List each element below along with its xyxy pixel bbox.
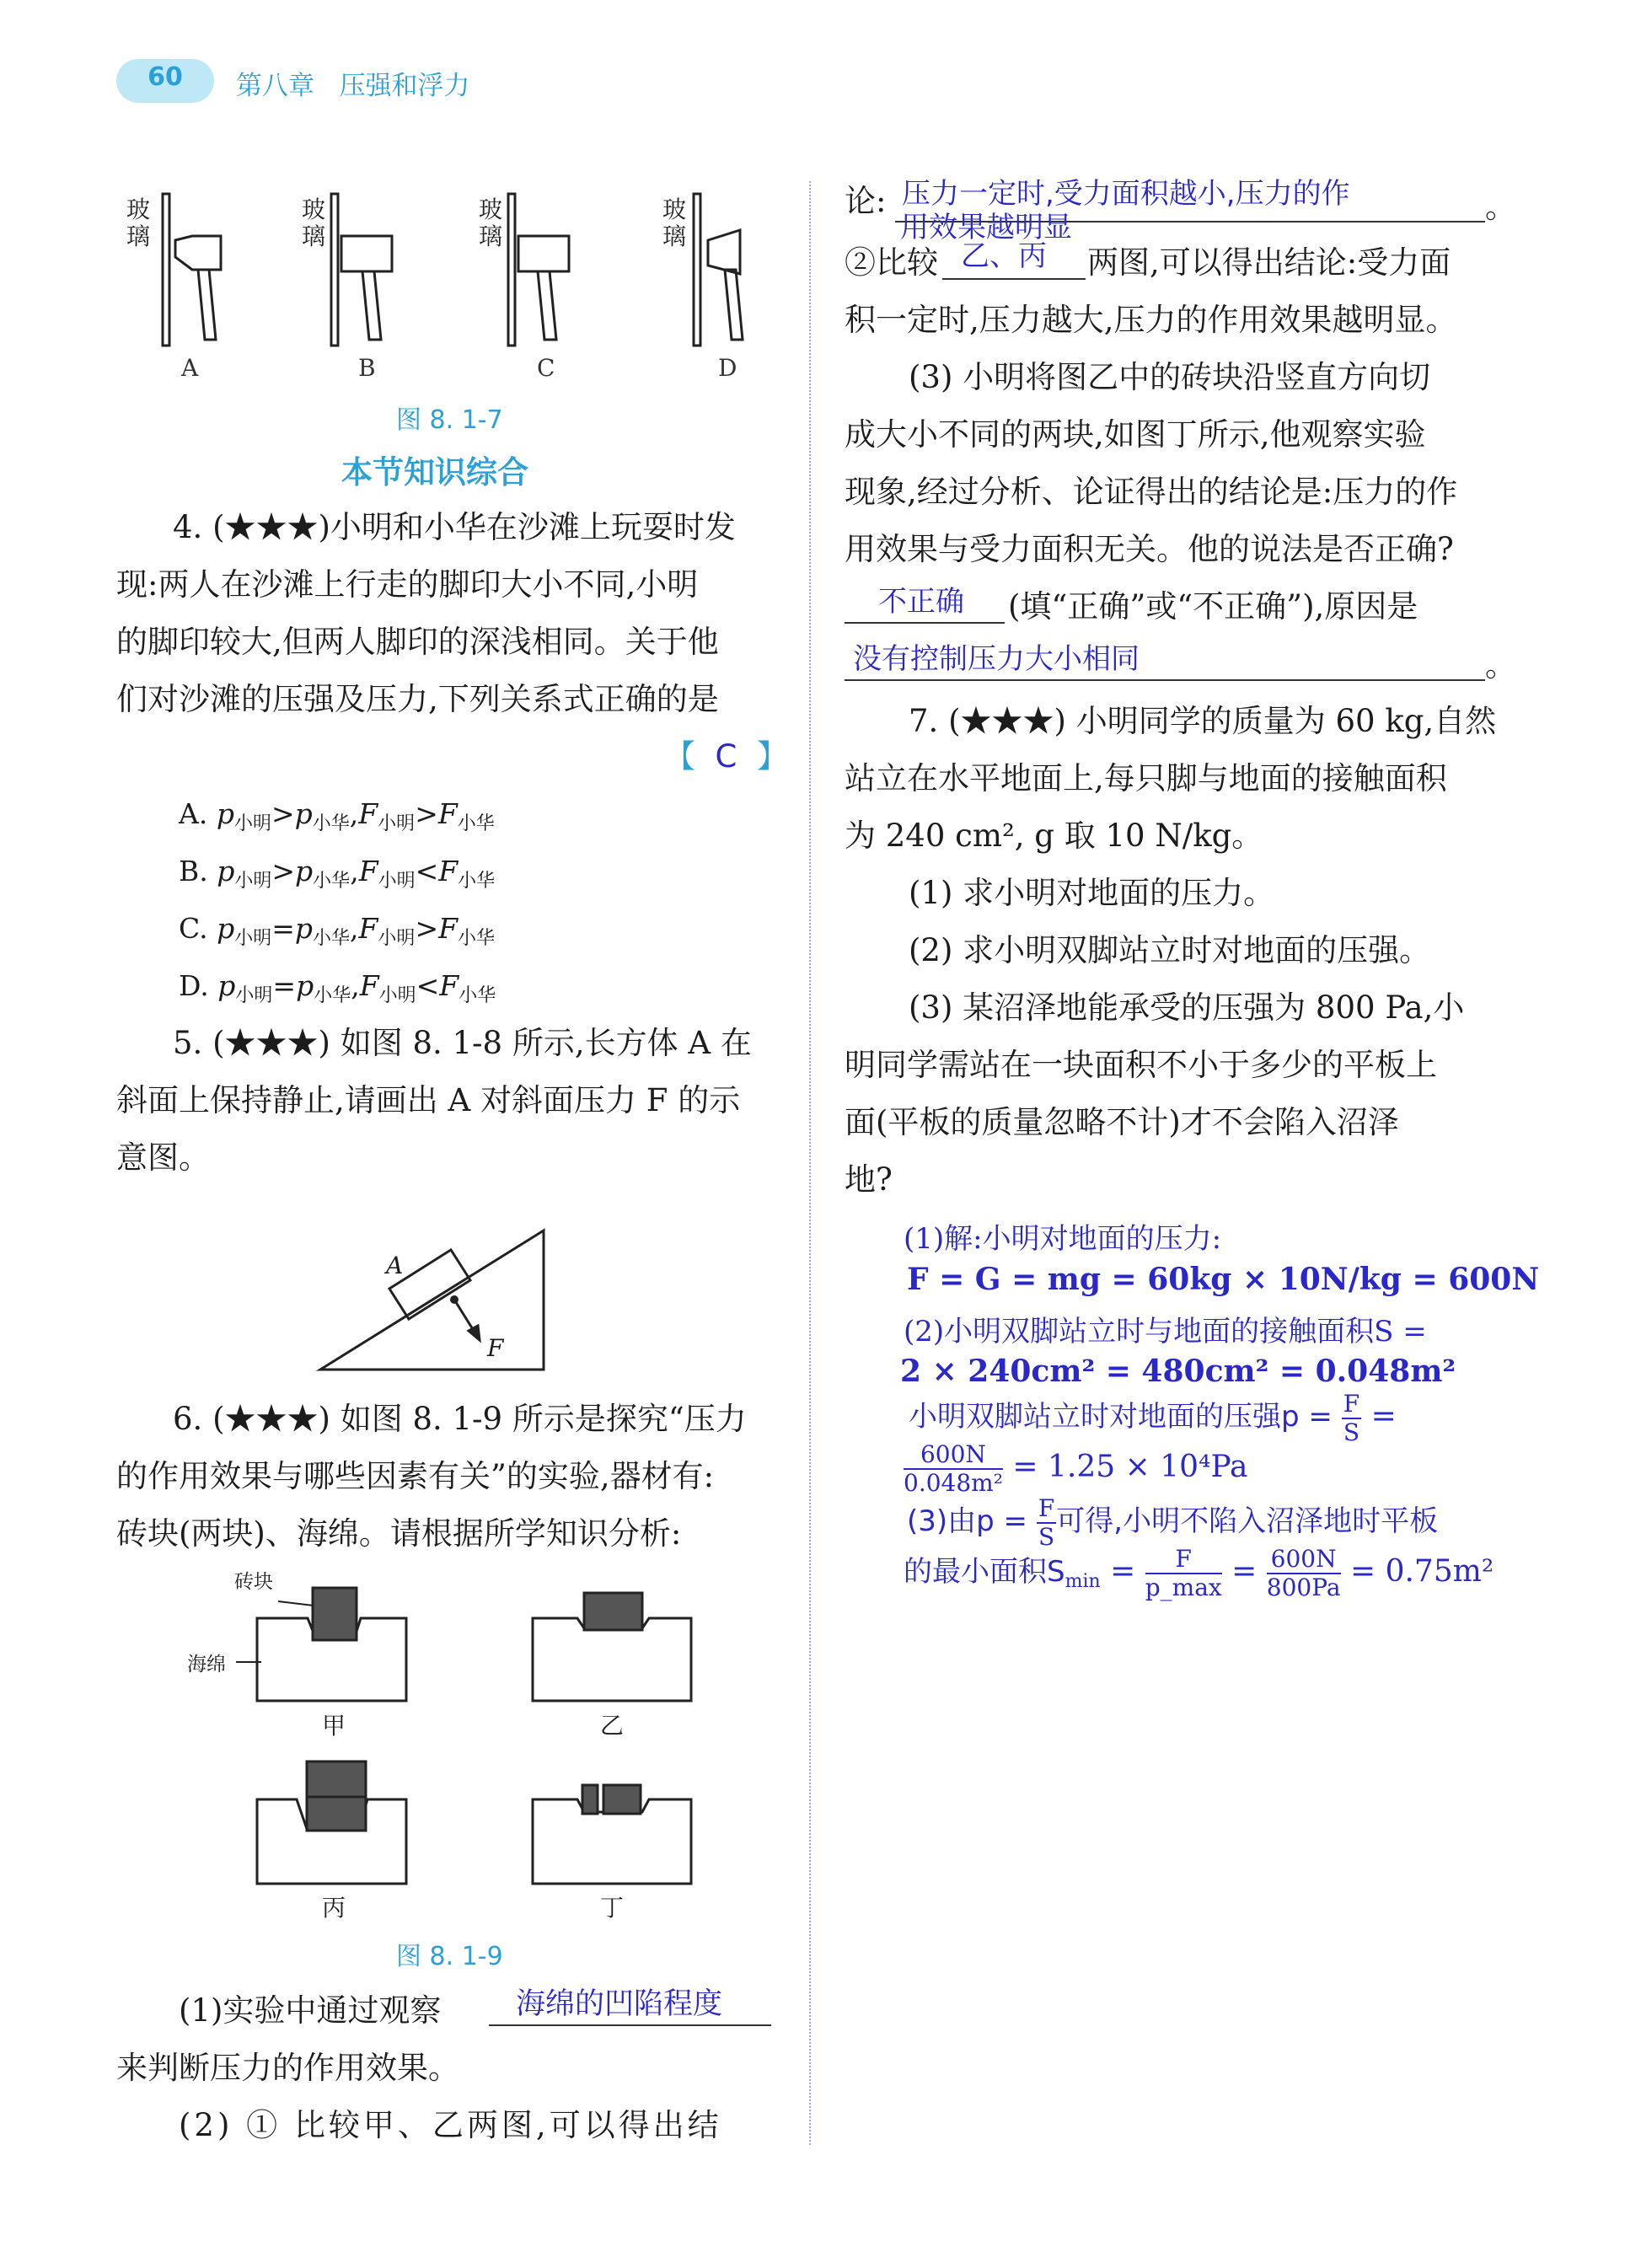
brick-yi-figure [584,1593,642,1630]
q7-part3-line-2: 明同学需站在一块面积不小于多少的平板上 [845,1047,1437,1083]
q6-part2-answer-2: 用效果越明显 [900,211,1072,244]
q6-part2-period: 。 [1485,189,1516,225]
q7-part1: (1) 求小明对地面的压力。 [909,875,1275,911]
label-bing: 丙 [322,1894,346,1922]
q7-line-1: 7. (★★★) 小明同学的质量为 60 kg,自然 [909,703,1497,739]
q6-part1-prefix: (1)实验中通过观察 [179,1992,442,2029]
hammer-b-figure [331,194,392,346]
page-number: 60 [147,62,183,92]
q6-part2b-line2: 积一定时,压力越大,压力的作用效果越明显。 [845,302,1457,338]
q5-line-2: 斜面上保持静止,请画出 A 对斜面压力 F 的示 [116,1082,741,1118]
q6-part3-mid: (填“正确”或“不正确”),原因是 [1008,588,1418,625]
chapter-number: 第八章 [236,71,314,101]
q6-part3-reason: 没有控制压力大小相同 [853,642,1140,676]
hammer-a-figure [163,194,221,346]
figure-8-1-9 [169,1559,759,1922]
q6-part2b-answer: 乙、丙 [961,239,1047,273]
figure-caption-8-1-9: 图 8. 1-9 [396,1942,503,1971]
q4-answer: C [715,738,737,775]
incline-figure [320,1231,544,1370]
column-divider [809,181,811,2145]
q6-line-2: 的作用效果与哪些因素有关”的实验,器材有: [116,1458,715,1494]
figure-8-1-8 [312,1201,565,1378]
q7-solution-line-7: (3)由p = $\frac{F}{S}$ 可得,小明不陷入沼泽地时平板 [907,1494,1439,1551]
figure-caption-8-1-7: 图 8. 1-7 [396,405,503,435]
q6-line-1: 6. (★★★) 如图 8. 1-9 所示是探究“压力 [173,1401,747,1437]
q7-line-2: 站立在水平地面上,每只脚与地面的接触面积 [845,760,1447,796]
q4-line-1: 4. (★★★)小明和小华在沙滩上玩耍时发 [173,509,736,545]
section-title: 本节知识综合 [341,454,528,491]
q6-part1-suffix: 来判断压力的作用效果。 [116,2050,459,2086]
q7-part3-line-1: (3) 某沼泽地能承受的压强为 800 Pa,小 [909,989,1465,1026]
q6-part2-answer-1: 压力一定时,受力面积越小,压力的作 [902,177,1350,211]
brick-ding-figure-large [603,1785,641,1814]
option-label-c: C [537,354,555,382]
q4-option-c: C. $p_{小明}=p_{小华},F_{小明}>F_{小华}$ [179,912,496,949]
q7-line-3: 为 240 cm², g 取 10 N/kg。 [845,818,1263,854]
glass-label-b: 玻璃 [302,196,326,250]
block-label-a: A [386,1252,404,1279]
q7-part2: (2) 求小明双脚站立时对地面的压强。 [909,932,1431,968]
q6-part2b-suffix: 两图,可以得出结论:受力面 [1087,244,1451,281]
brick-bing-figure-bottom [307,1797,366,1831]
q4-line-4: 们对沙滩的压强及压力,下列关系式正确的是 [116,681,719,717]
q4-option-d: D. $p_{小明}=p_{小华},F_{小明}<F_{小华}$ [179,969,496,1006]
q6-part1-answer: 海绵的凹陷程度 [516,1987,723,2021]
glass-label-c: 玻璃 [479,196,503,250]
q7-solution-line-4: 2 × 240cm² = 480cm² = 0.048m² [900,1354,1456,1389]
hammer-d-figure [694,194,743,346]
q4-option-b: B. $p_{小明}>p_{小华},F_{小明}<F_{小华}$ [179,855,496,892]
option-label-a: A [181,354,199,382]
q6-part3-line-4: 用效果与受力面积无关。他的说法是否正确? [845,531,1454,567]
q7-solution-line-6: $\frac{600N}{\text{0.048m²}}$ = 1.25 × 10⁴Pa [904,1440,1248,1497]
label-yi: 乙 [600,1712,625,1740]
q6-part2-line: (2) ① 比较甲、乙两图,可以得出结 [179,2107,722,2143]
q6-part3-period: 。 [1485,647,1516,684]
q6-part3-line-2: 成大小不同的两块,如图丁所示,他观察实验 [845,416,1426,453]
q6-line-3: 砖块(两块)、海绵。请根据所学知识分析: [116,1515,682,1552]
label-ding: 丁 [600,1894,625,1922]
hammer-c-figure [508,194,569,346]
sponge-label: 海绵 [187,1654,226,1676]
q5-line-3: 意图。 [116,1139,210,1176]
chapter-label [236,64,470,102]
q6-part2-cont-prefix: 论: [845,183,887,219]
q7-solution-line-3: (2)小明双脚站立时与地面的接触面积S = [904,1315,1427,1348]
label-jia: 甲 [322,1712,346,1740]
q7-solution-line-8: 的最小面积$S_{min}$ = $\frac{F}{p\_\max}$ = $\frac{600N}{800Pa}$ = 0.75m² [904,1545,1494,1601]
figure-8-1-7 [118,190,792,392]
brick-label: 砖块 [234,1571,273,1593]
option-label-d: D [718,354,737,382]
q6-part3-answer: 不正确 [878,585,964,619]
q7-solution-line-5: 小明双脚站立时对地面的压强p = $\frac{F}{S}$ = [909,1390,1397,1446]
force-f-arrow [454,1300,480,1340]
q6-part3-line-1: (3) 小明将图乙中的砖块沿竖直方向切 [909,359,1431,395]
q7-part3-line-4: 地? [845,1161,893,1198]
q7-part3-line-3: 面(平板的质量忽略不计)才不会陷入沼泽 [845,1104,1399,1140]
brick-ding-figure-small [582,1785,598,1814]
chapter-title: 压强和浮力 [339,71,470,101]
q7-solution-line-2: F = G = mg = 60kg × 10N/kg = 600N [907,1262,1540,1297]
glass-label-a: 玻璃 [126,196,151,250]
q4-line-2: 现:两人在沙滩上行走的脚印大小不同,小明 [116,566,699,603]
option-label-b: B [358,354,376,382]
q4-answer-bracket: 【 C 】 [664,738,788,775]
q4-line-3: 的脚印较大,但两人脚印的深浅相同。关于他 [116,624,719,660]
q4-option-a: A. $p_{小明}>p_{小华},F_{小明}>F_{小华}$ [179,797,495,834]
q7-solution-line-1: (1)解:小明对地面的压力: [904,1222,1222,1256]
glass-label-d: 玻璃 [662,196,687,250]
q6-part2b-prefix: ②比较 [845,244,938,281]
force-label-f: F [487,1334,504,1362]
q6-part3-line-3: 现象,经过分析、论证得出的结论是:压力的作 [845,474,1458,510]
brick-bing-figure-top [307,1761,366,1797]
q5-line-1: 5. (★★★) 如图 8. 1-8 所示,长方体 A 在 [173,1025,752,1061]
brick-jia-figure [313,1588,357,1640]
